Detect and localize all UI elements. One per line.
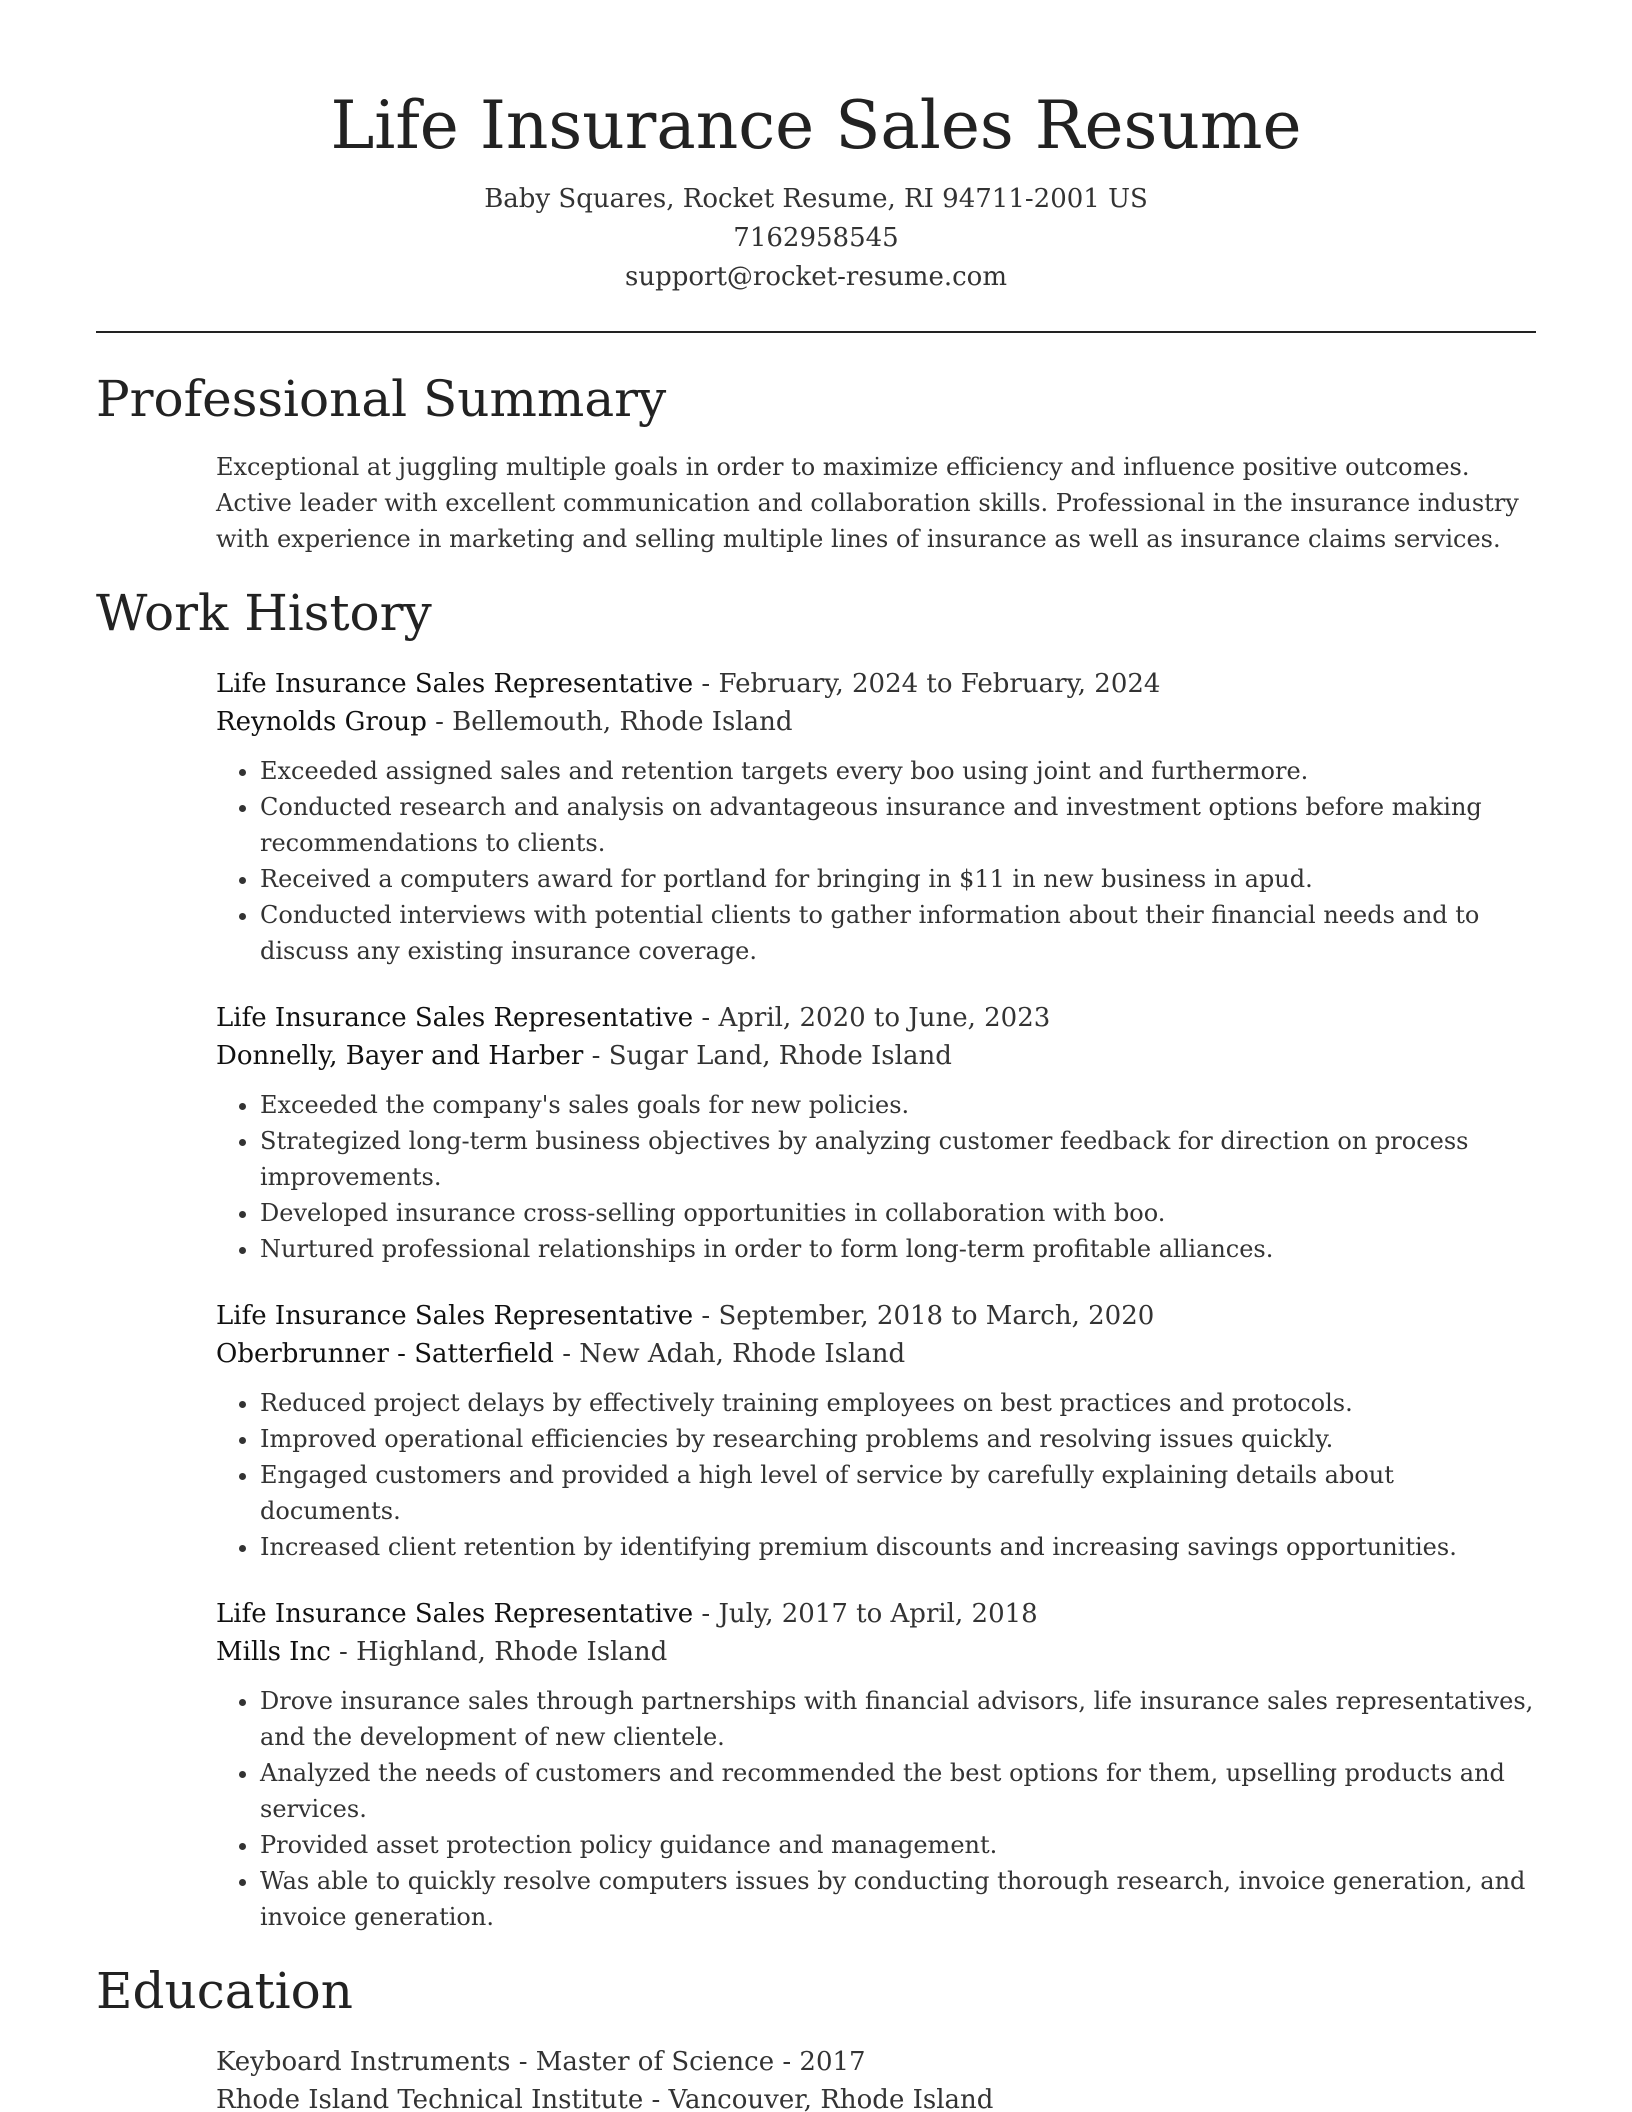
job-location: - New Adah, Rhode Island — [553, 1339, 906, 1369]
job-company: Mills Inc — [216, 1637, 331, 1667]
job-bullet: • Exceeded assigned sales and retention targets every boo using joint and furthermore. — [260, 753, 1536, 789]
job-entry — [216, 999, 1536, 1267]
education-section — [96, 1961, 1536, 2112]
work-history-heading: Work History — [96, 584, 432, 642]
job-company-line — [216, 1037, 1536, 1075]
job-title-line — [216, 665, 1536, 703]
summary-heading: Professional Summary — [96, 370, 667, 428]
job-location: - Sugar Land, Rhode Island — [583, 1041, 952, 1071]
job-location: - Highland, Rhode Island — [330, 1637, 668, 1667]
job-bullets — [216, 753, 1536, 969]
job-company: Oberbrunner - Satterfield — [216, 1339, 554, 1369]
job-bullet: • Developed insurance cross-selling opportunities in collaboration with boo. — [260, 1195, 1536, 1231]
job-title-line — [216, 999, 1536, 1037]
job-bullet: • Provided asset protection policy guidance and management. — [260, 1827, 1536, 1863]
job-dates: - April, 2020 to June, 2023 — [693, 1003, 1051, 1033]
job-bullets — [216, 1385, 1536, 1565]
job-bullet: • Increased client retention by identifying premium discounts and increasing savings opportunities. — [260, 1529, 1536, 1565]
job-bullet: • Reduced project delays by effectively training employees on best practices and protocols. — [260, 1385, 1536, 1421]
job-bullet: • Received a computers award for portland for bringing in $11 in new business in apud. — [260, 861, 1536, 897]
education-heading: Education — [96, 1962, 353, 2020]
job-title-line — [216, 1595, 1536, 1633]
job-title-line — [216, 1297, 1536, 1335]
contact-email: support@rocket-resume.com — [624, 262, 1007, 292]
job-dates: - July, 2017 to April, 2018 — [693, 1599, 1038, 1629]
job-company-line — [216, 1633, 1536, 1671]
job-title: Life Insurance Sales Representative — [216, 1599, 694, 1629]
job-company-line — [216, 1335, 1536, 1373]
resume-title: Life Insurance Sales Resume — [330, 87, 1302, 164]
job-bullets — [216, 1087, 1536, 1267]
job-bullet: • Strategized long-term business objectives by analyzing customer feedback for direction on process improvements. — [260, 1123, 1536, 1195]
header-divider — [96, 331, 1536, 333]
job-title: Life Insurance Sales Representative — [216, 1003, 694, 1033]
summary-text: Exceptional at juggling multiple goals in order to maximize efficiency and influence positive outcomes. Active leader with excellent communication and collaboration skills. Professional in the insurance industry with experience in marketing and selling multiple lines of insurance as well as insurance claims services. — [216, 453, 1519, 553]
job-entry — [216, 1297, 1536, 1565]
job-title: Life Insurance Sales Representative — [216, 669, 694, 699]
summary-section — [96, 369, 1536, 557]
job-dates: - February, 2024 to February, 2024 — [693, 669, 1161, 699]
job-bullet: • Improved operational efficiencies by researching problems and resolving issues quickly. — [260, 1421, 1536, 1457]
education-school: Rhode Island Technical Institute — [216, 2085, 644, 2112]
education-entry — [216, 2043, 1536, 2112]
contact-address: Baby Squares, Rocket Resume, RI 94711-2001 US — [484, 184, 1148, 214]
work-history-section — [96, 583, 1536, 1935]
education-degree-line: Keyboard Instruments - Master of Science - 2017 — [216, 2047, 866, 2077]
job-company: Reynolds Group — [216, 707, 427, 737]
job-dates: - September, 2018 to March, 2020 — [693, 1301, 1155, 1331]
contact-phone: 7162958545 — [733, 223, 899, 253]
job-bullet: • Conducted interviews with potential clients to gather information about their financial needs and to discuss any existing insurance coverage. — [260, 897, 1536, 969]
job-bullet: • Analyzed the needs of customers and recommended the best options for them, upselling products and services. — [260, 1755, 1536, 1827]
job-bullet: • Nurtured professional relationships in order to form long-term profitable alliances. — [260, 1231, 1536, 1267]
resume-header — [96, 0, 1536, 297]
job-entry — [216, 665, 1536, 969]
job-bullet: • Engaged customers and provided a high level of service by carefully explaining details about documents. — [260, 1457, 1536, 1529]
job-location: - Bellemouth, Rhode Island — [426, 707, 793, 737]
job-bullet: • Exceeded the company's sales goals for new policies. — [260, 1087, 1536, 1123]
job-bullet: • Was able to quickly resolve computers issues by conducting thorough research, invoice generation, and invoice generation. — [260, 1863, 1536, 1935]
job-bullets — [216, 1683, 1536, 1935]
job-bullet: • Conducted research and analysis on advantageous insurance and investment options before making recommendations to clients. — [260, 789, 1536, 861]
job-title: Life Insurance Sales Representative — [216, 1301, 694, 1331]
education-school-line — [216, 2081, 1536, 2112]
contact-info — [96, 180, 1536, 297]
job-entry — [216, 1595, 1536, 1935]
job-company: Donnelly, Bayer and Harber — [216, 1041, 584, 1071]
job-bullet: • Drove insurance sales through partnerships with financial advisors, life insurance sales representatives, and the development of new clientele. — [260, 1683, 1536, 1755]
education-location: - Vancouver, Rhode Island — [643, 2085, 994, 2112]
job-company-line — [216, 703, 1536, 741]
